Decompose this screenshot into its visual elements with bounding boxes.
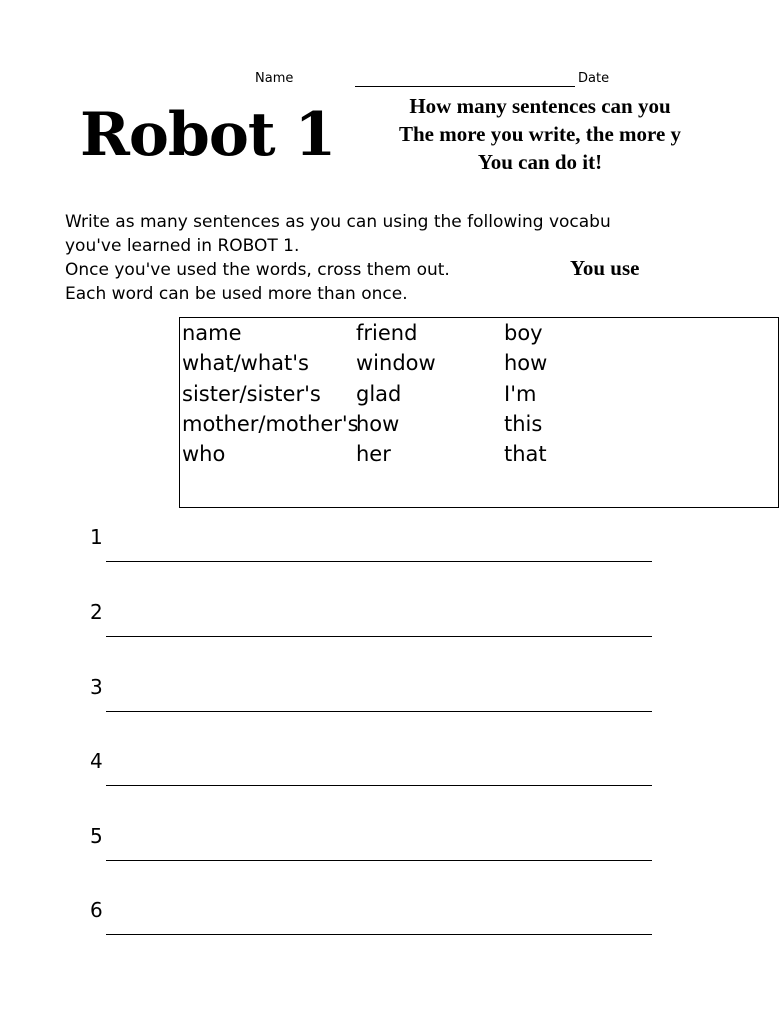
- instructions: [65, 210, 765, 306]
- vocab-word: how: [356, 411, 400, 436]
- motto-line-1: How many sentences can you: [409, 94, 671, 118]
- line-number: 5: [90, 824, 103, 848]
- writing-line: [106, 636, 652, 637]
- vocab-word: I'm: [504, 381, 537, 406]
- vocab-word: that: [504, 442, 547, 467]
- instruction-line-4: Each word can be used more than once.: [65, 284, 408, 304]
- vocab-word: who: [182, 442, 226, 467]
- line-number: 2: [90, 600, 103, 624]
- motto: [320, 92, 760, 176]
- motto-line-3: You can do it!: [477, 150, 603, 174]
- name-label: Name: [255, 71, 294, 86]
- vocab-word: sister/sister's: [182, 381, 321, 406]
- instruction-line-3: Once you've used the words, cross them out.: [65, 260, 450, 280]
- sentence-line[interactable]: [0, 525, 652, 565]
- vocab-word: mother/mother's: [182, 411, 359, 436]
- vocab-word: what/what's: [182, 351, 309, 376]
- vocab-word: boy: [504, 321, 543, 345]
- motto-line-2: The more you write, the more y: [398, 122, 682, 146]
- date-label: Date: [578, 71, 610, 86]
- name-field[interactable]: [355, 86, 575, 87]
- sentence-line[interactable]: [0, 600, 652, 640]
- vocab-word: this: [504, 411, 543, 436]
- writing-line: [106, 561, 652, 562]
- writing-line: [106, 934, 652, 935]
- writing-line: [106, 860, 652, 861]
- you-use-label: You use: [570, 256, 640, 280]
- vocab-word: window: [356, 351, 436, 376]
- instruction-line-2: you've learned in ROBOT 1.: [65, 236, 300, 256]
- line-number: 1: [90, 525, 103, 549]
- vocabulary-box: [179, 317, 779, 508]
- sentence-line[interactable]: [0, 898, 652, 938]
- vocab-word: her: [356, 442, 391, 467]
- writing-line: [106, 785, 652, 786]
- instruction-line-1: Write as many sentences as you can using the following vocabu: [65, 212, 611, 232]
- vocab-word: glad: [356, 381, 402, 406]
- sentence-line[interactable]: [0, 749, 652, 789]
- line-number: 3: [90, 675, 103, 699]
- sentence-line[interactable]: [0, 824, 652, 864]
- vocab-word: how: [504, 351, 548, 376]
- sentence-line[interactable]: [0, 675, 652, 715]
- vocab-word: name: [182, 321, 242, 345]
- writing-line: [106, 711, 652, 712]
- vocab-word: friend: [356, 321, 418, 345]
- line-number: 4: [90, 749, 103, 773]
- page-title: Robot 1: [80, 100, 336, 170]
- line-number: 6: [90, 898, 103, 922]
